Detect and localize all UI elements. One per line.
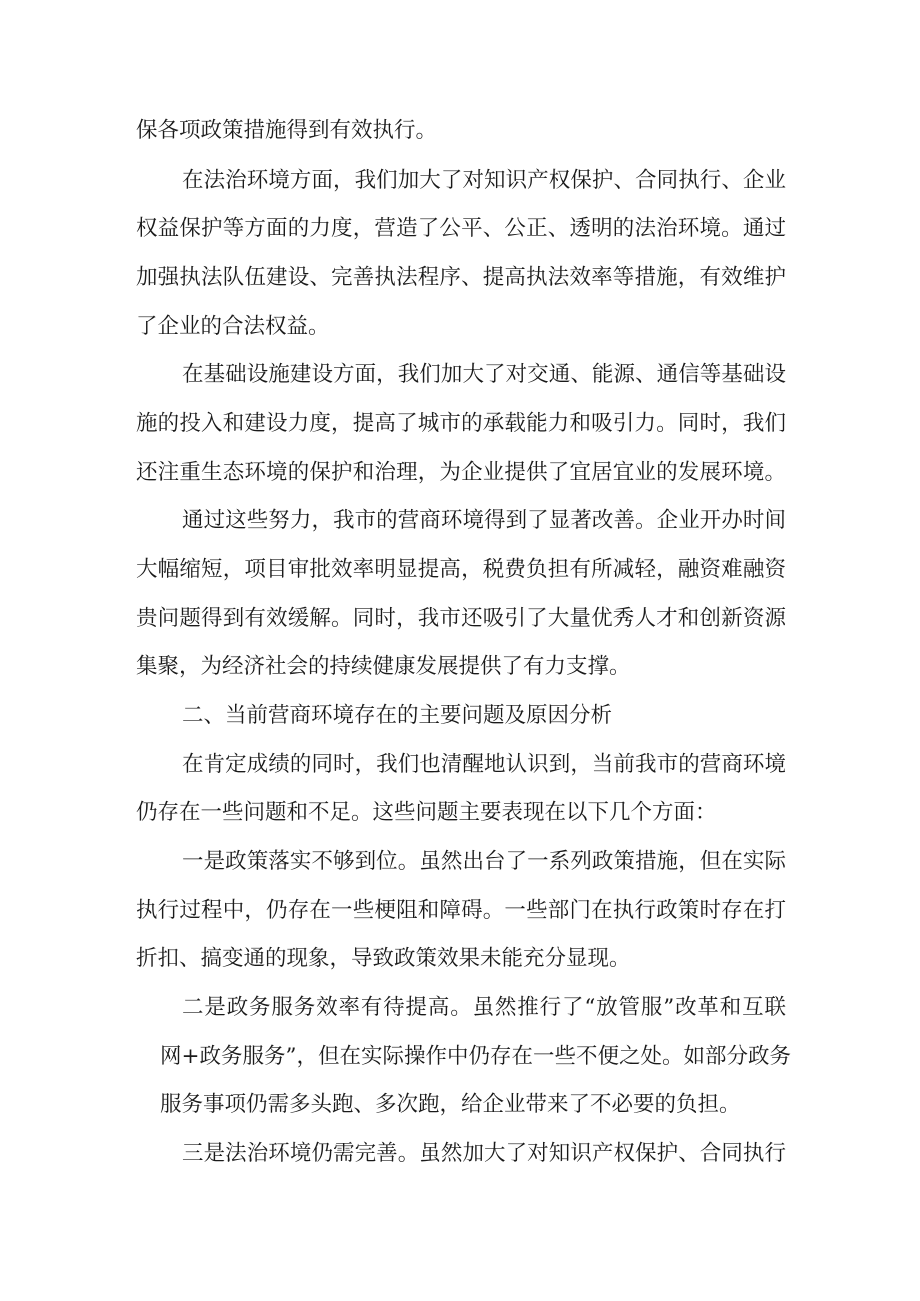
text-line: 折扣、搞变通的现象，导致政策效果未能充分显现。 xyxy=(136,946,631,971)
text-line: 通过这些努力，我市的营商环境得到了显著改善。企业开办时间 xyxy=(182,508,786,533)
text-line: 集聚，为经济社会的持续健康发展提供了有力支撑。 xyxy=(136,654,631,679)
text-line: 权益保护等方面的力度，营造了公平、公正、透明的法治环境。通过 xyxy=(136,216,786,241)
text-line: 施的投入和建设力度，提高了城市的承载能力和吸引力。同时，我们 xyxy=(136,411,786,436)
text-line: 加强执法队伍建设、完善执法程序、提高执法效率等措施，有效维护 xyxy=(136,265,786,290)
text-line: 大幅缩短，项目审批效率明显提高，税费负担有所减轻，融资难融资 xyxy=(136,557,786,582)
text-line: 三是法治环境仍需完善。虽然加大了对知识产权保护、合同执行 xyxy=(182,1141,786,1166)
text-line: 在肯定成绩的同时，我们也清醒地认识到，当前我市的营商环境 xyxy=(182,752,786,777)
text-line: 二是政务服务效率有待提高。虽然推行了“放管服”改革和互联 xyxy=(182,995,786,1020)
text-line: 服务事项仍需多头跑、多次跑，给企业带来了不必要的负担。 xyxy=(160,1092,741,1117)
section-heading: 二、当前营商环境存在的主要问题及原因分析 xyxy=(182,703,613,728)
text-line: 一是政策落实不够到位。虽然出台了一系列政策措施，但在实际 xyxy=(182,849,786,874)
text-line: 仍存在一些问题和不足。这些问题主要表现在以下几个方面： xyxy=(136,800,717,825)
text-line: 执行过程中，仍存在一些梗阻和障碍。一些部门在执行政策时存在打 xyxy=(136,898,786,923)
text-line: 还注重生态环境的保护和治理，为企业提供了宜居宜业的发展环境。 xyxy=(136,460,786,485)
text-line: 了企业的合法权益。 xyxy=(136,314,330,339)
text-line: 在法治环境方面，我们加大了对知识产权保护、合同执行、企业 xyxy=(182,168,786,193)
text-line: 网+政务服务”，但在实际操作中仍存在一些不便之处。如部分政务 xyxy=(160,1044,792,1069)
text-line: 保各项政策措施得到有效执行。 xyxy=(136,118,438,143)
text-line: 贵问题得到有效缓解。同时，我市还吸引了大量优秀人才和创新资源 xyxy=(136,606,786,631)
text-line: 在基础设施建设方面，我们加大了对交通、能源、通信等基础设 xyxy=(182,362,786,387)
